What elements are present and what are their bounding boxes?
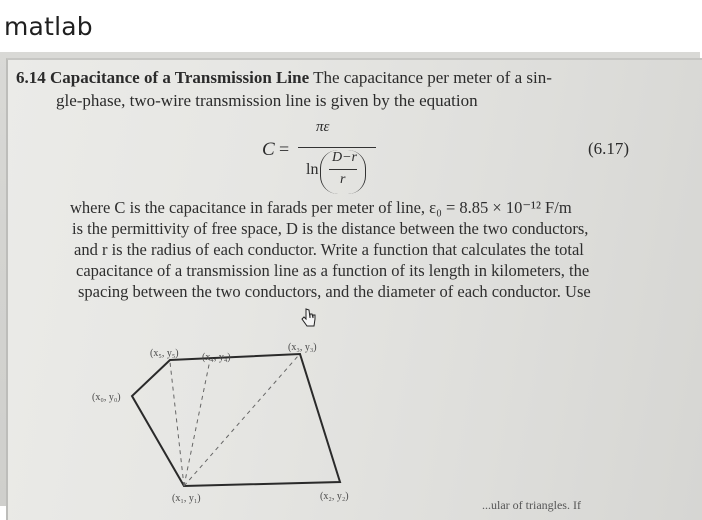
body-line-2: is the permittivity of free space, D is the distance between the two conductors, (72, 219, 589, 238)
page-title: matlab (4, 12, 93, 41)
capacitance-equation (258, 117, 408, 197)
eq-numerator: πε (316, 119, 330, 135)
label-p5: (x₅, y₅) (150, 348, 179, 359)
textbook-photo (0, 52, 700, 512)
problem-intro-1: The capacitance per meter of a sin- (313, 68, 552, 87)
eq-fraction-bar (298, 147, 376, 148)
body-line-1: where C is the capacitance in farads per meter of line, ε₀ = 8.85 × 10⁻¹² F/m (70, 198, 572, 217)
body-line-5: spacing between the two conductors, and the diameter of each conductor. Use (78, 282, 591, 301)
body-line-3: and r is the radius of each conductor. Write a function that calculates the total (74, 240, 584, 259)
equation-label: (6.17) (588, 139, 630, 158)
diagonal-1-3 (184, 356, 298, 486)
problem-intro-2: gle-phase, two-wire transmission line is given by the equation (56, 91, 478, 110)
eq-equals: = (279, 139, 290, 159)
problem-heading (16, 68, 552, 88)
problem-number: 6.14 (16, 68, 46, 87)
eq-inner-numerator: D−r (332, 150, 358, 165)
textbook-page (6, 58, 702, 520)
label-p0: (x₀, y₀) (92, 392, 121, 403)
eq-lhs: C (262, 139, 275, 160)
polygon-figure (88, 342, 368, 508)
footer-fragment: ...ular of triangles. If (482, 498, 581, 512)
diagonal-1-4 (184, 360, 210, 486)
polygon-outline (132, 354, 340, 486)
body-line-4: capacitance of a transmission line as a function of its length in kilometers, the (76, 261, 590, 280)
eq-inner-bar (329, 169, 357, 170)
label-p1: (x₁, y₁) (172, 493, 201, 504)
label-p3: (x₃, y₃) (288, 342, 317, 353)
app-header (0, 0, 700, 52)
hand-cursor-icon (300, 307, 318, 329)
label-p2: (x₂, y₂) (320, 491, 349, 502)
eq-inner-denominator: r (340, 172, 346, 187)
label-p4: (x₄, y₄) (202, 352, 231, 363)
problem-title: Capacitance of a Transmission Line (50, 68, 310, 87)
eq-ln: ln (306, 161, 319, 178)
